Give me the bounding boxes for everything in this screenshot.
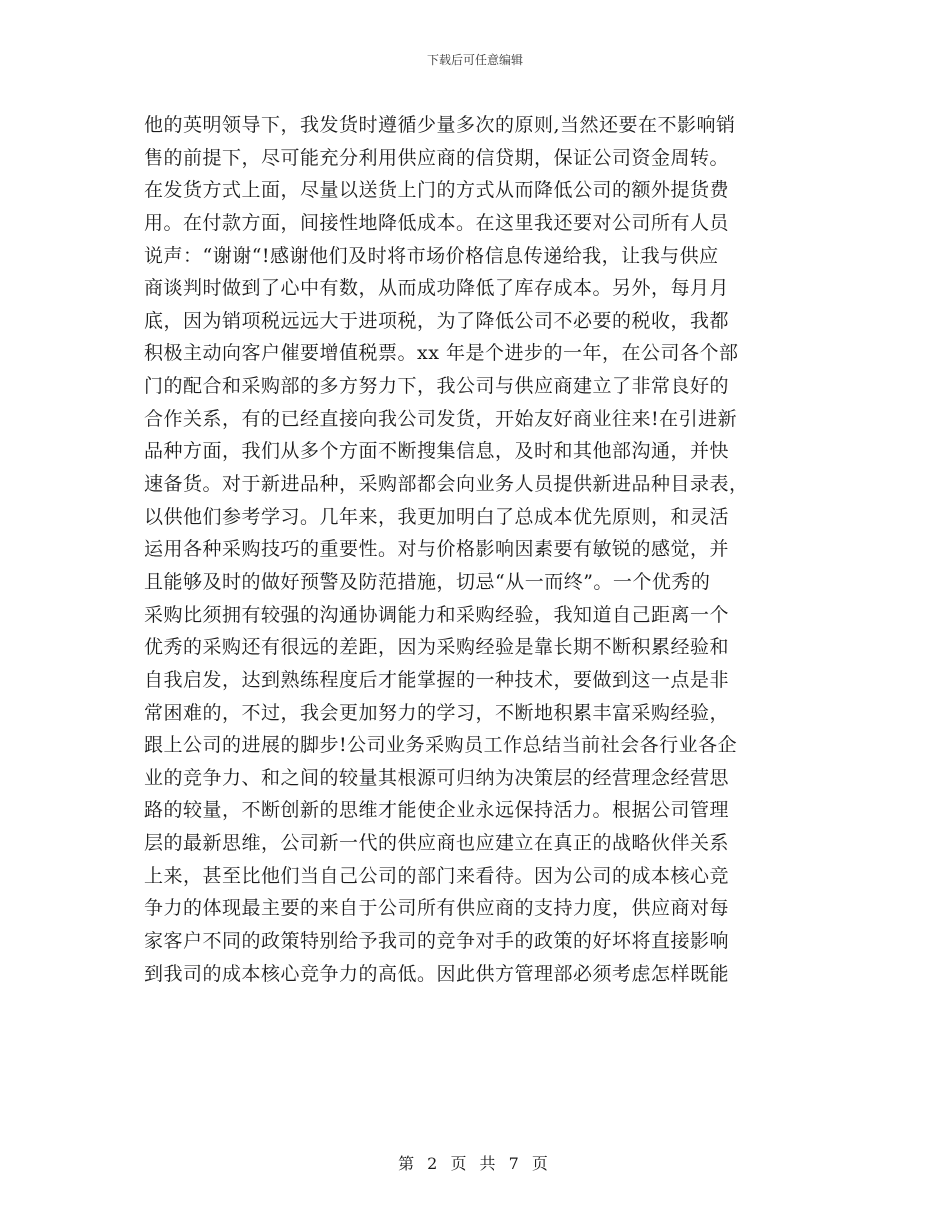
body-line: 在发货方式上面，尽量以送货上门的方式从而降低公司的额外提货费 bbox=[144, 179, 730, 202]
body-line: 速备货。对于新进品种，采购部都会向业务人员提供新进品种目录表， bbox=[144, 473, 749, 496]
body-line: 合作关系，有的已经直接向我公司发货，开始友好商业往来!在引进新 bbox=[144, 407, 738, 430]
body-line: 用。在付款方面，间接性地降低成本。在这里我还要对公司所有人员 bbox=[144, 211, 730, 234]
body-line: 门的配合和采购部的多方努力下，我公司与供应商建立了非常良好的 bbox=[144, 375, 730, 398]
body-line: 跟上公司的进展的脚步!公司业务采购员工作总结当前社会各行业各企 bbox=[144, 734, 738, 757]
document-body bbox=[144, 109, 804, 990]
body-line: 且能够及时的做好预警及防范措施，切忌“从一而终”。一个优秀的 bbox=[144, 570, 711, 593]
body-line: 路的较量，不断创新的思维才能使企业永远保持活力。根据公司管理 bbox=[144, 799, 730, 822]
page-header: 下载后可任意编辑 bbox=[426, 53, 523, 67]
body-line: 常困难的，不过，我会更加努力的学习，不断地积累丰富采购经验， bbox=[144, 701, 730, 724]
body-line: 品种方面，我们从多个方面不断搜集信息，及时和其他部沟通，并快 bbox=[144, 440, 730, 463]
body-line: 底，因为销项税远远大于进项税，为了降低公司不必要的税收，我都 bbox=[144, 309, 730, 332]
body-line: 争力的体现最主要的来自于公司所有供应商的支持力度，供应商对每 bbox=[144, 897, 730, 920]
body-line: 到我司的成本核心竞争力的高低。因此供方管理部必须考虑怎样既能 bbox=[144, 962, 730, 985]
page-number-footer: 第 2 页 共 7 页 bbox=[398, 1154, 552, 1173]
body-line: 优秀的采购还有很远的差距，因为采购经验是靠长期不断积累经验和 bbox=[144, 636, 730, 659]
body-line: 他的英明领导下，我发货时遵循少量多次的原则,当然还要在不影响销 bbox=[144, 114, 736, 136]
body-line: 自我启发，达到熟练程度后才能掌握的一种技术，要做到这一点是非 bbox=[144, 668, 730, 691]
body-line: 积极主动向客户催要增值税票。xx 年是个进步的一年，在公司各个部 bbox=[144, 342, 739, 365]
body-line: 采购比须拥有较强的沟通协调能力和采购经验，我知道自己距离一个 bbox=[144, 603, 730, 626]
body-line: 运用各种采购技巧的重要性。对与价格影响因素要有敏锐的感觉，并 bbox=[144, 538, 730, 561]
body-line: 家客户不同的政策特别给予我司的竞争对手的政策的好坏将直接影响 bbox=[144, 930, 730, 953]
body-line: 售的前提下，尽可能充分利用供应商的信贷期，保证公司资金周转。 bbox=[144, 146, 730, 169]
body-line: 说声：“谢谢“!感谢他们及时将市场价格信息传递给我，让我与供应 bbox=[144, 244, 719, 267]
body-line: 商谈判时做到了心中有数，从而成功降低了库存成本。另外，每月月 bbox=[144, 277, 730, 300]
body-line: 以供他们参考学习。几年来，我更加明白了总成本优先原则，和灵活 bbox=[144, 505, 730, 528]
body-line: 业的竞争力、和之间的较量其根源可归纳为决策层的经营理念经营思 bbox=[144, 766, 730, 789]
body-line: 上来，甚至比他们当自己公司的部门来看待。因为公司的成本核心竞 bbox=[144, 864, 730, 887]
body-line: 层的最新思维，公司新一代的供应商也应建立在真正的战略伙伴关系 bbox=[144, 832, 730, 855]
